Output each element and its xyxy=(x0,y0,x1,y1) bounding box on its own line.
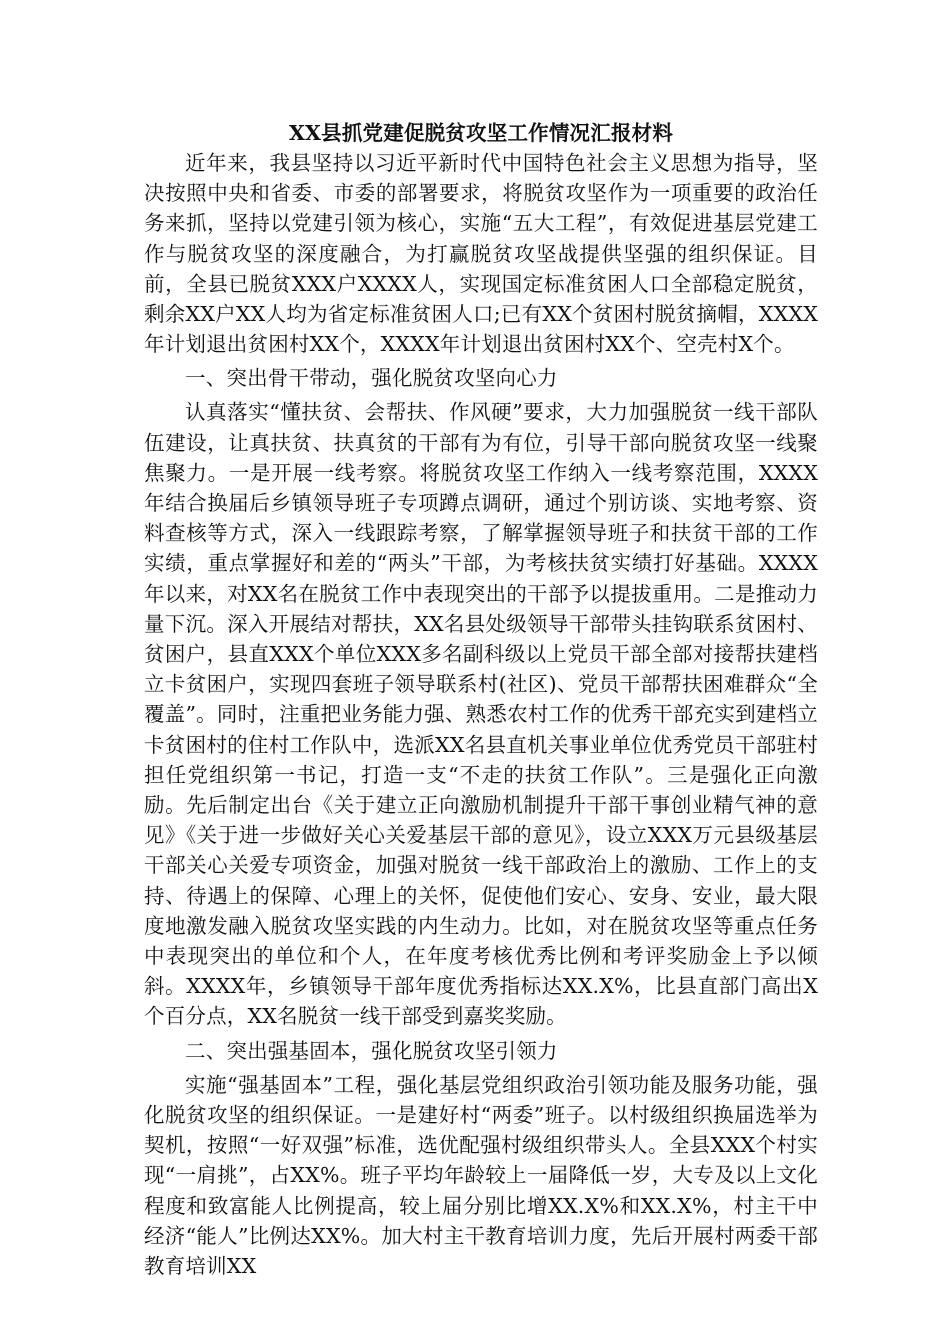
section-1-paragraph: 认真落实“懂扶贫、会帮扶、作风硬”要求，大力加强脱贫一线干部队伍建设，让真扶贫、扶真贫的干部有为有位，引导干部向脱贫攻坚一线聚焦聚力。一是开展一线考察。将脱贫攻坚工作纳入一线考察范围，XXXX年结合换届后乡镇领导班子专项蹲点调研，通过个别访谈、实地考察、资料查核等方式，深入一线跟踪考察，了解掌握领导班子和扶贫干部的工作实绩，重点掌握好和差的“两头”干部，为考核扶贫实绩打好基础。XXXX年以来，对XX名在脱贫工作中表现突出的干部予以提拔重用。二是推动力量下沉。深入开展结对帮扶，XX名县处级领导干部带头挂钩联系贫困村、贫困户，县直XXX个单位XXX多名副科级以上党员干部全部对接帮扶建档立卡贫困户，实现四套班子领导联系村(社区)、党员干部帮扶困难群众“全覆盖”。同时，注重把业务能力强、熟悉农村工作的优秀干部充实到建档立卡贫困村的住村工作队中，选派XX名县直机关事业单位优秀党员干部驻村担任党组织第一书记，打造一支“不走的扶贫工作队”。三是强化正向激励。先后制定出台《关于建立正向激励机制提升干部干事创业精气神的意见》《关于进一步做好关心关爱基层干部的意见》，设立XXX万元县级基层干部关心关爱专项资金，加强对脱贫一线干部政治上的激励、工作上的支持、待遇上的保障、心理上的关怀，促使他们安心、安身、安业，最大限度地激发融入脱贫攻坚实践的内生动力。比如，对在脱贫攻坚等重点任务中表现突出的单位和个人，在年度考核优秀比例和考评奖励金上予以倾斜。XXXX年，乡镇领导干部年度优秀指标达XX.X%，比县直部门高出X个百分点，XX名脱贫一线干部受到嘉奖奖励。 xyxy=(144,400,818,1029)
intro-paragraph: 近年来，我县坚持以习近平新时代中国特色社会主义思想为指导，坚决按照中央和省委、市委的部署要求，将脱贫攻坚作为一项重要的政治任务来抓，坚持以党建引领为核心，实施“五大工程”，有效促进基层党建工作与脱贫攻坚的深度融合，为打赢脱贫攻坚战提供坚强的组织保证。目前，全县已脱贫XXX户XXXX人，实现国定标准贫困人口全部稳定脱贫， 剩余XX户XX人均为省定标准贫困人口;已有XX个贫困村脱贫摘帽，XXXX年计划退出贫困村XX个，XXXX年计划退出贫困村XX个、空壳村X个。 xyxy=(144,151,818,357)
section-2-heading: 二、突出强基固本，强化脱贫攻坚引领力 xyxy=(185,1038,558,1063)
section-2-paragraph: 实施“强基固本”工程，强化基层党组织政治引领功能及服务功能，强化脱贫攻坚的组织保证。一是建好村“两委”班子。以村级组织换届选举为契机，按照“一好双强”标准，选优配强村级组织带头人。全县XXX个村实现“一肩挑”，占XX%。班子平均年龄较上一届降低一岁，大专及以上文化程度和致富能人比例提高，较上届分别比增XX.X%和XX.X%，村主干中经济“能人”比例达XX%。加大村主干教育培训力度，先后开展村两委干部教育培训XX xyxy=(144,1072,818,1278)
section-1-heading: 一、突出骨干带动，强化脱贫攻坚向心力 xyxy=(185,366,558,391)
document-page xyxy=(144,118,818,1281)
document-title: XX县抓党建促脱贫攻坚工作情况汇报材料 xyxy=(288,121,674,145)
